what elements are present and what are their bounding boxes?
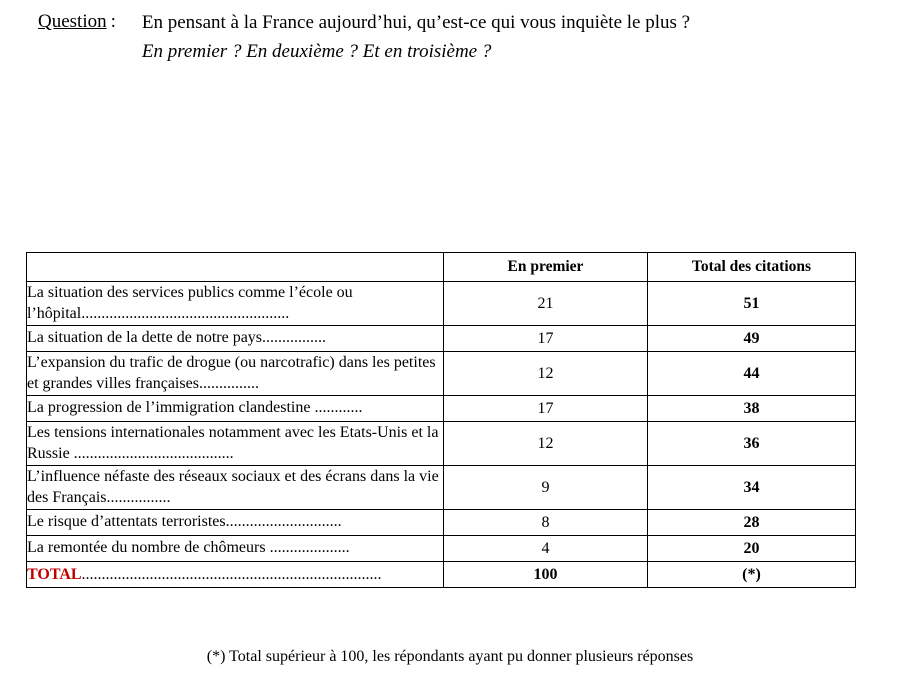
row-value-total: 44	[648, 352, 856, 396]
question-block	[38, 10, 858, 63]
row-label-text: La progression de l’immigration clandestine	[27, 399, 311, 417]
row-label-dots: ...............	[198, 374, 259, 392]
row-value-total: 49	[648, 326, 856, 352]
row-value-total: 20	[648, 536, 856, 562]
row-label-dots: ....................	[265, 539, 350, 557]
table-total-row	[27, 562, 856, 588]
table-row	[27, 466, 856, 510]
row-label-text: Le risque d’attentats terroristes	[27, 513, 226, 531]
row-value-first: 12	[444, 422, 648, 466]
row-label-text: L’influence néfaste des réseaux sociaux et des écrans dans la vie des Français	[27, 468, 439, 506]
total-value-total: (*)	[648, 562, 856, 588]
total-value-first: 100	[444, 562, 648, 588]
table-row	[27, 352, 856, 396]
table-row	[27, 396, 856, 422]
row-label	[27, 396, 444, 422]
row-value-first: 17	[444, 326, 648, 352]
row-label-text: Les tensions internationales notamment avec les Etats-Unis et la Russie	[27, 424, 439, 462]
header-blank	[27, 253, 444, 282]
results-table	[26, 252, 856, 588]
row-value-first: 17	[444, 396, 648, 422]
row-label	[27, 326, 444, 352]
row-label	[27, 422, 444, 466]
row-label-dots: ................	[262, 329, 327, 347]
row-value-first: 12	[444, 352, 648, 396]
row-value-total: 51	[648, 282, 856, 326]
question-subtext: En premier ? En deuxième ? Et en troisième ?	[141, 41, 492, 63]
table-row	[27, 326, 856, 352]
row-value-first: 4	[444, 536, 648, 562]
question-text: En pensant à la France aujourd’hui, qu’est-ce qui vous inquiète le plus ?	[141, 12, 691, 33]
row-value-total: 28	[648, 510, 856, 536]
row-label-dots: ............	[310, 399, 363, 417]
header-total-citations: Total des citations	[648, 253, 856, 282]
total-label-text: TOTAL	[27, 565, 82, 583]
row-label	[27, 282, 444, 326]
row-value-first: 8	[444, 510, 648, 536]
row-value-total: 38	[648, 396, 856, 422]
row-label-text: La remontée du nombre de chômeurs	[27, 539, 266, 557]
table-row	[27, 536, 856, 562]
table-row	[27, 282, 856, 326]
table-header-row	[27, 253, 856, 282]
row-value-total: 36	[648, 422, 856, 466]
row-label-dots: ........................................	[69, 444, 234, 462]
row-label	[27, 510, 444, 536]
row-label	[27, 536, 444, 562]
results-table-wrapper	[26, 252, 855, 588]
row-label-text: La situation de la dette de notre pays	[27, 329, 263, 347]
header-en-premier: En premier	[444, 253, 648, 282]
table-row	[27, 510, 856, 536]
footnote: (*) Total supérieur à 100, les répondants ayant pu donner plusieurs réponses	[206, 648, 694, 665]
row-label-dots: ................	[106, 488, 171, 506]
table-row	[27, 422, 856, 466]
total-row-label	[27, 562, 444, 588]
question-colon: :	[110, 11, 116, 32]
total-label-dots: ...........................................................................	[81, 565, 382, 583]
row-label-dots: ....................................................	[81, 304, 290, 322]
row-value-first: 21	[444, 282, 648, 326]
row-label-text: L’expansion du trafic de drogue (ou narcotrafic) dans les petites et grandes villes françaises	[27, 354, 436, 392]
row-value-total: 34	[648, 466, 856, 510]
row-label	[27, 352, 444, 396]
row-label	[27, 466, 444, 510]
question-body	[142, 10, 832, 63]
row-label-text: La situation des services publics comme l’école ou l’hôpital	[27, 284, 353, 322]
row-value-first: 9	[444, 466, 648, 510]
row-label-dots: .............................	[225, 513, 342, 531]
question-label: Question	[38, 11, 107, 32]
